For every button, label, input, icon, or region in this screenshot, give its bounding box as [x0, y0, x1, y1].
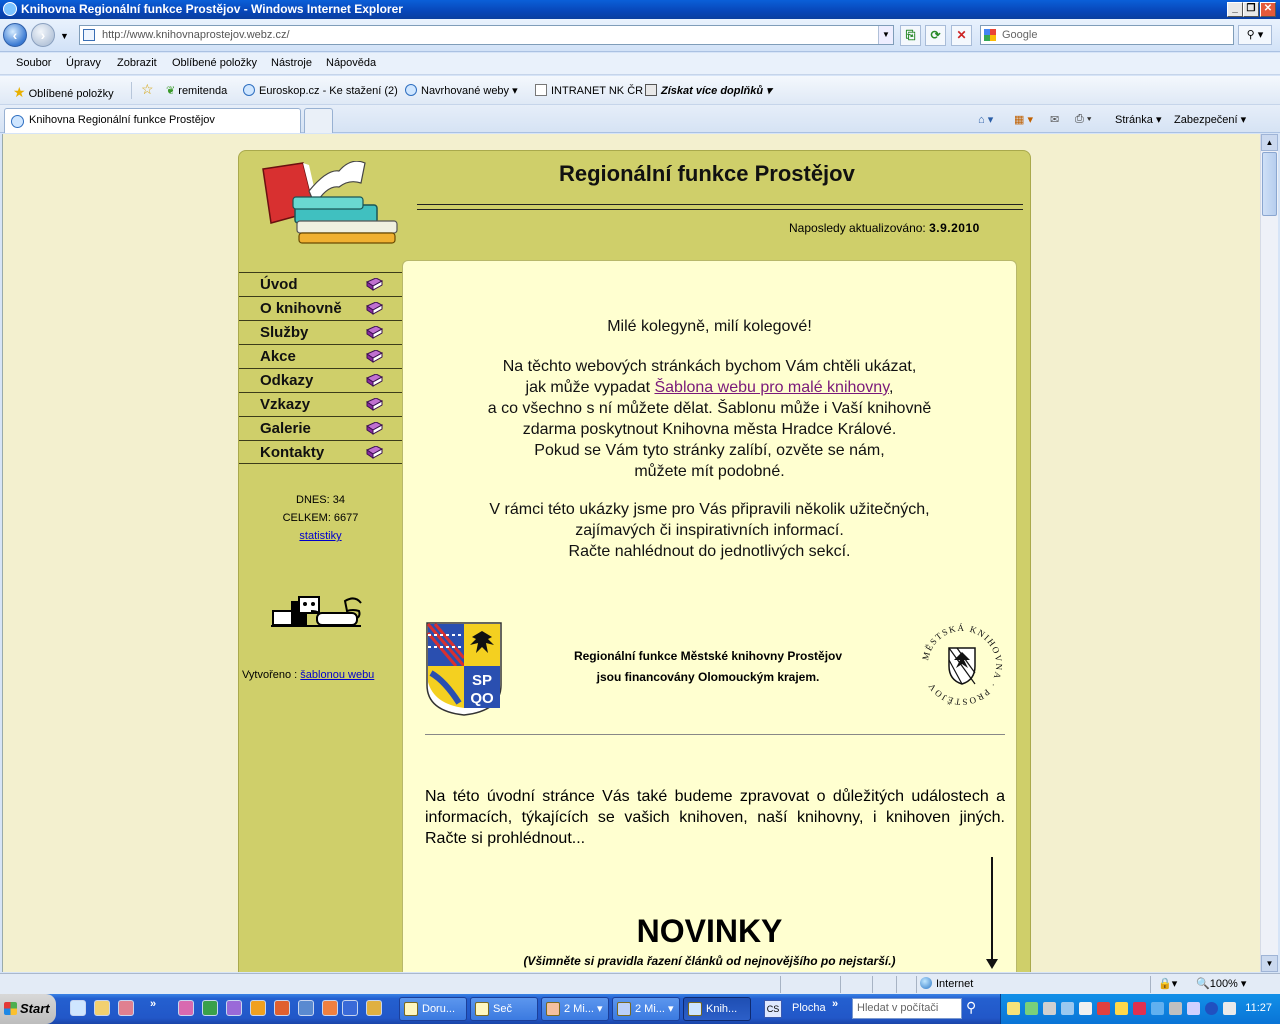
ie-icon — [688, 1002, 702, 1016]
system-tray — [1000, 994, 1280, 1024]
site-title: Regionální funkce Prostějov — [559, 161, 855, 186]
home-icon[interactable]: ⌂ ▾ — [978, 114, 994, 126]
intro-paragraph: Na těchto webových stránkách bychom Vám chtěli ukázat, jak může vypadat Šablona webu pro malé knihovny, a co všechno s ní můžete dělat. Šablonu může i Vaší knihovně zdarma poskytnout Knihovna města Hradce Králové. Pokud se Vám tyto stránky zalíbí, ozvěte se nám, můžete mít podobné. — [487, 358, 932, 480]
tray-app-icon[interactable] — [1043, 1002, 1056, 1015]
news-ordering-note: (Všimněte si pravidla řazení článků od nejnovějšího po nejstarší.) — [523, 954, 896, 968]
url-dropdown-icon[interactable]: ▼ — [878, 26, 893, 44]
ie-page-icon — [405, 84, 417, 96]
nav-label: Galerie — [260, 420, 311, 437]
menu-bar — [0, 53, 1280, 75]
new-tab-button[interactable] — [304, 108, 333, 133]
menu-file[interactable]: Soubor — [16, 57, 52, 69]
book-icon — [366, 374, 383, 387]
divider — [896, 976, 897, 993]
last-updated-date: 3.9.2010 — [929, 221, 980, 235]
taskbar-item-group-1[interactable]: 2 Mi... ▾ — [541, 997, 609, 1021]
svg-text:MĚSTSKÁ KNIHOVNA · PROSTĚJOV: MĚSTSKÁ KNIHOVNA · PROSTĚJOV — [920, 622, 1005, 708]
search-button[interactable]: ⚲ ▾ — [1238, 25, 1272, 45]
tray-antivirus-icon[interactable] — [1133, 1002, 1146, 1015]
scroll-thumb[interactable] — [1262, 152, 1277, 216]
safety-menu[interactable]: Zabezpečení ▾ — [1174, 114, 1247, 126]
ie-page-icon — [243, 84, 255, 96]
fav-suggested-sites[interactable]: Navrhované weby ▾ — [405, 84, 518, 97]
nav-label: Vzkazy — [260, 396, 311, 413]
quicklaunch-more-icon[interactable]: » — [150, 998, 157, 1010]
statistics-link[interactable]: statistiky — [299, 530, 342, 542]
quicklaunch-ie-icon[interactable] — [70, 1000, 86, 1016]
tray-app-icon[interactable] — [1169, 1002, 1182, 1015]
scroll-up-icon[interactable]: ▲ — [1261, 134, 1278, 151]
page-icon — [535, 84, 547, 96]
quicklaunch-app-icon[interactable] — [226, 1000, 242, 1016]
security-zone[interactable]: Internet — [920, 977, 973, 990]
minimize-button[interactable]: _ — [1227, 2, 1243, 17]
last-updated: Naposledy aktualizováno: 3.9.2010 — [789, 221, 980, 235]
ie-icon — [3, 2, 17, 16]
book-icon — [366, 278, 383, 291]
tray-mail-icon[interactable] — [1007, 1002, 1020, 1015]
nav-label: Kontakty — [260, 444, 325, 461]
site-frame — [238, 150, 1031, 972]
print-icon[interactable]: ⎙ ▾ — [1075, 113, 1092, 125]
task-icon — [404, 1002, 418, 1016]
fav-get-addons[interactable]: Získat více doplňků ▾ — [645, 84, 772, 97]
addons-icon — [645, 84, 657, 96]
taskbar-item-word-group[interactable]: 2 Mi... ▾ — [612, 997, 680, 1021]
page-menu[interactable]: Stránka ▾ — [1115, 114, 1162, 126]
quicklaunch-app-icon[interactable] — [118, 1000, 134, 1016]
start-button[interactable]: Start — [0, 994, 56, 1024]
tray-app-icon[interactable] — [1079, 1002, 1092, 1015]
google-icon — [984, 29, 996, 41]
book-icon — [366, 446, 383, 459]
divider — [131, 82, 132, 99]
close-button[interactable]: ✕ — [1260, 2, 1276, 17]
book-icon — [366, 350, 383, 363]
clock: 11:27 — [1245, 1002, 1272, 1014]
credit-line: Vytvořeno : šablonou webu — [242, 669, 375, 681]
tray-app-icon[interactable] — [1025, 1002, 1038, 1015]
desktop-toolbar-label[interactable]: Plocha — [792, 1002, 826, 1014]
menu-edit[interactable]: Úpravy — [66, 57, 101, 69]
menu-favorites[interactable]: Oblíbené položky — [172, 57, 257, 69]
globe-icon — [920, 977, 932, 989]
toolbar-more-icon[interactable]: » — [832, 998, 839, 1010]
search-go-icon[interactable]: ⚲ — [966, 999, 977, 1015]
compatibility-icon[interactable]: ⎘ — [900, 25, 921, 46]
library-stamp-logo — [919, 618, 1005, 712]
url-field[interactable] — [79, 25, 894, 45]
favorites-button[interactable]: ★ Oblíbené položky — [13, 84, 114, 100]
book-icon — [366, 302, 383, 315]
nav-item-kontakty[interactable] — [239, 440, 402, 464]
quicklaunch-app-icon[interactable] — [250, 1000, 266, 1016]
tray-app-icon[interactable] — [1151, 1002, 1164, 1015]
history-dropdown-icon[interactable]: ▼ — [60, 31, 69, 41]
tray-app-icon[interactable] — [1205, 1002, 1218, 1015]
cat-mascot-image — [271, 593, 363, 631]
page-icon — [83, 29, 95, 41]
zoom-level[interactable]: 🔍100% ▾ — [1196, 978, 1247, 990]
tray-app-icon[interactable] — [1115, 1002, 1128, 1015]
nav-item-akce[interactable] — [239, 344, 402, 368]
url-text: http://www.knihovnaprostejov.webz.cz/ — [102, 29, 290, 41]
title-rule-bottom — [417, 209, 1023, 210]
forward-button[interactable]: › — [31, 23, 55, 47]
search-input[interactable] — [980, 25, 1234, 45]
protected-mode-icon[interactable]: 🔒▾ — [1158, 978, 1178, 990]
windows-logo-icon — [4, 1002, 17, 1015]
maximize-button[interactable]: ❐ — [1243, 2, 1259, 17]
quicklaunch-word-icon[interactable] — [342, 1000, 358, 1016]
nav-label: Úvod — [260, 276, 298, 293]
nav-label: O knihovně — [260, 300, 342, 317]
nav-item-o-knihovne[interactable] — [239, 296, 402, 320]
taskbar-item-mail[interactable]: Doru... — [399, 997, 467, 1021]
taskbar — [0, 994, 1280, 1024]
tab-active[interactable] — [4, 108, 301, 133]
fav-intranet[interactable]: INTRANET NK ČR — [535, 84, 643, 97]
tray-app-icon[interactable] — [1097, 1002, 1110, 1015]
window-title: Knihovna Regionální funkce Prostějov - Windows Internet Explorer — [21, 2, 403, 16]
book-icon — [366, 398, 383, 411]
quicklaunch-app-icon[interactable] — [366, 1000, 382, 1016]
quicklaunch-app-icon[interactable] — [178, 1000, 194, 1016]
address-toolbar — [0, 19, 1280, 52]
language-icon[interactable]: CS — [764, 1000, 782, 1018]
coat-letters-bottom: QO — [470, 690, 494, 707]
content-divider — [425, 734, 1005, 735]
back-button[interactable]: ‹ — [3, 23, 27, 47]
taskbar-item-ie[interactable]: Knih... — [683, 997, 751, 1021]
page-viewport — [2, 134, 1260, 972]
nav-label: Služby — [260, 324, 309, 341]
title-rule-top — [417, 204, 1023, 205]
books-logo-image — [253, 161, 403, 245]
status-bar — [0, 973, 1280, 994]
tray-volume-icon[interactable] — [1223, 1002, 1236, 1015]
tray-network-icon[interactable] — [1187, 1002, 1200, 1015]
visit-counter — [239, 491, 402, 545]
desktop-search-input[interactable]: Hledat v počítači — [852, 998, 962, 1019]
nav-item-vzkazy[interactable] — [239, 392, 402, 416]
quicklaunch-explorer-icon[interactable] — [94, 1000, 110, 1016]
content-panel — [402, 260, 1017, 972]
ie-page-icon — [11, 115, 24, 128]
star-icon: ★ — [13, 84, 26, 100]
news-heading: NOVINKY — [636, 913, 783, 949]
add-favorite-icon[interactable]: ☆ — [141, 81, 154, 97]
tray-search-icon[interactable] — [1061, 1002, 1074, 1015]
olomouc-region-coat-of-arms — [425, 621, 503, 717]
nav-item-sluzby[interactable] — [239, 320, 402, 344]
fav-remitenda[interactable]: ❦ remitenda — [166, 85, 228, 97]
fav-euroskop[interactable]: Euroskop.cz - Ke stažení (2) — [243, 84, 398, 97]
book-icon — [366, 326, 383, 339]
stop-icon[interactable]: ✕ — [951, 25, 972, 46]
tab-label: Knihovna Regionální funkce Prostějov — [29, 114, 215, 126]
template-info-link[interactable]: Šablona webu pro malé knihovny — [654, 379, 889, 396]
menu-help[interactable]: Nápověda — [326, 57, 377, 69]
leaf-icon: ❦ — [166, 85, 176, 97]
menu-view[interactable]: Zobrazit — [117, 57, 157, 69]
quicklaunch-app-icon[interactable] — [298, 1000, 314, 1016]
menu-tools[interactable]: Nástroje — [271, 57, 312, 69]
divider — [872, 976, 873, 993]
quicklaunch-app-icon[interactable] — [322, 1000, 338, 1016]
task-icon — [546, 1002, 560, 1016]
favorites-bar — [0, 76, 1280, 105]
coat-letters-top: SP — [471, 672, 493, 689]
window-title-bar — [0, 0, 1280, 19]
vertical-scrollbar[interactable] — [1260, 134, 1278, 972]
greeting: Milé kolegyně, milí kolegové! — [607, 318, 812, 335]
feeds-icon[interactable]: ▦ ▾ — [1014, 114, 1033, 126]
template-link[interactable]: šablonou webu — [300, 669, 375, 681]
nav-item-uvod[interactable] — [239, 272, 402, 296]
nav-item-odkazy[interactable] — [239, 368, 402, 392]
quicklaunch-excel-icon[interactable] — [202, 1000, 218, 1016]
quicklaunch-app-icon[interactable] — [274, 1000, 290, 1016]
mail-icon[interactable]: ✉ — [1050, 114, 1060, 126]
nav-label: Odkazy — [260, 372, 314, 389]
book-icon — [366, 422, 383, 435]
refresh-icon[interactable]: ⟳ — [925, 25, 946, 46]
counter-total: CELKEM: 6677 — [282, 512, 359, 524]
counter-today: DNES: 34 — [296, 494, 345, 506]
search-placeholder: Google — [1002, 29, 1038, 41]
taskbar-item-folder[interactable]: Seč — [470, 997, 538, 1021]
tab-bar — [0, 105, 1280, 133]
divider — [840, 976, 841, 993]
news-intro: Na této úvodní stránce Vás také budeme zpravovat o důležitých událostech a informacích, týkajících se vašich knihoven, naší knihovny, i knihoven jiných. Račte si prohlédnout... — [425, 788, 1005, 847]
nav-label: Akce — [260, 348, 296, 365]
nav-item-galerie[interactable] — [239, 416, 402, 440]
divider — [1150, 976, 1151, 993]
sections-paragraph: V rámci této ukázky jsme pro Vás připravili několik užitečných, zajímavých či inspirativních informací. Račte nahlédnout do jednotlivých sekcí. — [489, 501, 930, 560]
funding-note: Regionální funkce Městské knihovny Prostějov jsou financovány Olomouckým krajem. — [573, 649, 843, 684]
word-icon — [617, 1002, 631, 1016]
scroll-down-icon[interactable]: ▼ — [1261, 955, 1278, 972]
divider — [780, 976, 781, 993]
folder-icon — [475, 1002, 489, 1016]
divider — [916, 976, 917, 993]
